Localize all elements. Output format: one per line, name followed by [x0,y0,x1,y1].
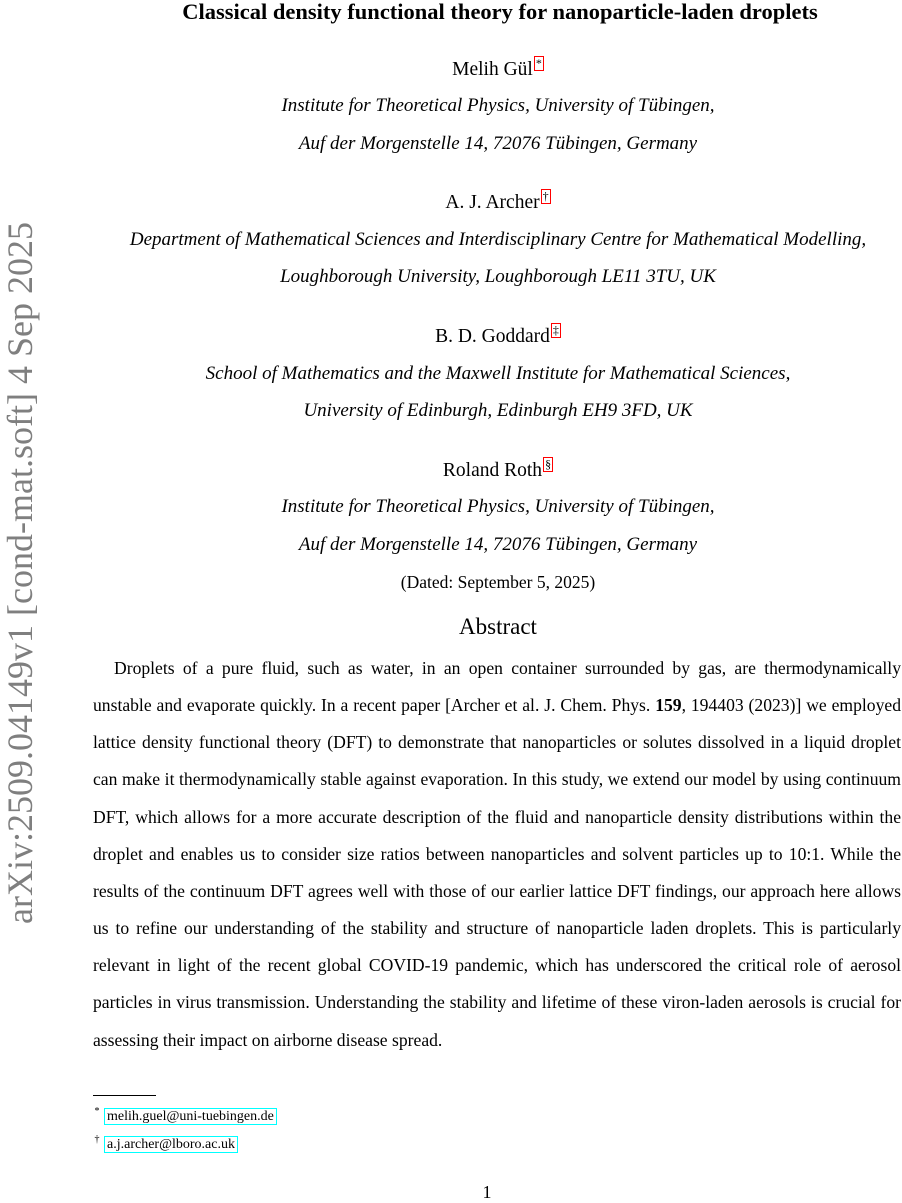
author-name: Melih Gül * [452,56,542,80]
date-line: (Dated: September 5, 2025) [400,572,596,592]
author-name: Roland Roth § [442,457,552,481]
affiliation-line: Department of Mathematical Sciences and Interdisciplinary Centre for Mathematical Modelling, [129,229,867,250]
footnote: * melih.guel@uni-tuebingen.de [93,1101,277,1128]
author-name: B. D. Goddard ‡ [435,323,559,347]
affiliation-line: Auf der Morgenstelle 14, 72076 Tübingen, Germany [298,534,698,555]
arxiv-side-stamp: arXiv:2509.04149v1 [cond-mat.soft] 4 Sep 2025 [0,222,40,924]
email-link[interactable]: a.j.archer@lboro.ac.uk [104,1136,238,1153]
author-footnote-link[interactable]: § [545,457,552,471]
journal-volume: 159 [655,695,682,716]
affiliation-line: Institute for Theoretical Physics, University of Tübingen, [281,95,715,116]
abstract-text: Droplets of a pure fluid, such as water, in an open container surrounded by gas, are thermodynamically unstable and evaporate quickly. In a recent paper [Archer et al. J. Chem. Phys. 159, 194403 (2023)] we employed lattice density functional theory (DFT) to demonstrate that nanoparticles or solutes dissolved in a liquid droplet can make it thermodynamically stable against evaporation. In this study, we extend our model by using continuum DFT, which allows for a more accurate description of the fluid and nanoparticle density distributions within the droplet and enables us to consider size ratios between nanoparticles and solvent particles up to 10:1. While the results of the continuum DFT agrees well with those of our earlier lattice DFT findings, our approach here allows us to refine our understanding of the stability and structure of nanoparticle laden droplets. This is particularly relevant in light of the recent global COVID-19 pandemic, which has underscored the critical role of aerosol particles in virus transmission. Understanding the stability and lifetime of these viron-laden aerosols is crucial for assessing their impact on airborne disease spread. [93,658,901,1050]
email-link[interactable]: melih.guel@uni-tuebingen.de [104,1108,277,1125]
abstract-heading: Abstract [459,614,537,639]
footnote: † a.j.archer@lboro.ac.uk [93,1129,238,1156]
affiliation-line: Loughborough University, Loughborough LE11 3TU, UK [280,266,716,287]
affiliation-line: University of Edinburgh, Edinburgh EH9 3FD, UK [303,400,693,421]
affiliation-line: School of Mathematics and the Maxwell Institute for Mathematical Sciences, [205,363,791,384]
affiliation-line: Auf der Morgenstelle 14, 72076 Tübingen, Germany [298,133,698,154]
paper-title: Classical density functional theory for nanoparticle-laden droplets [182,0,818,24]
affiliation-line: Institute for Theoretical Physics, University of Tübingen, [281,496,715,517]
author-footnote-link[interactable]: ‡ [552,323,559,337]
author-footnote-link[interactable]: † [542,189,549,203]
author-footnote-link[interactable]: * [535,56,542,70]
page-number: 1 [482,1182,492,1202]
footnote-divider [93,1095,156,1096]
author-name: A. J. Archer † [445,189,549,213]
